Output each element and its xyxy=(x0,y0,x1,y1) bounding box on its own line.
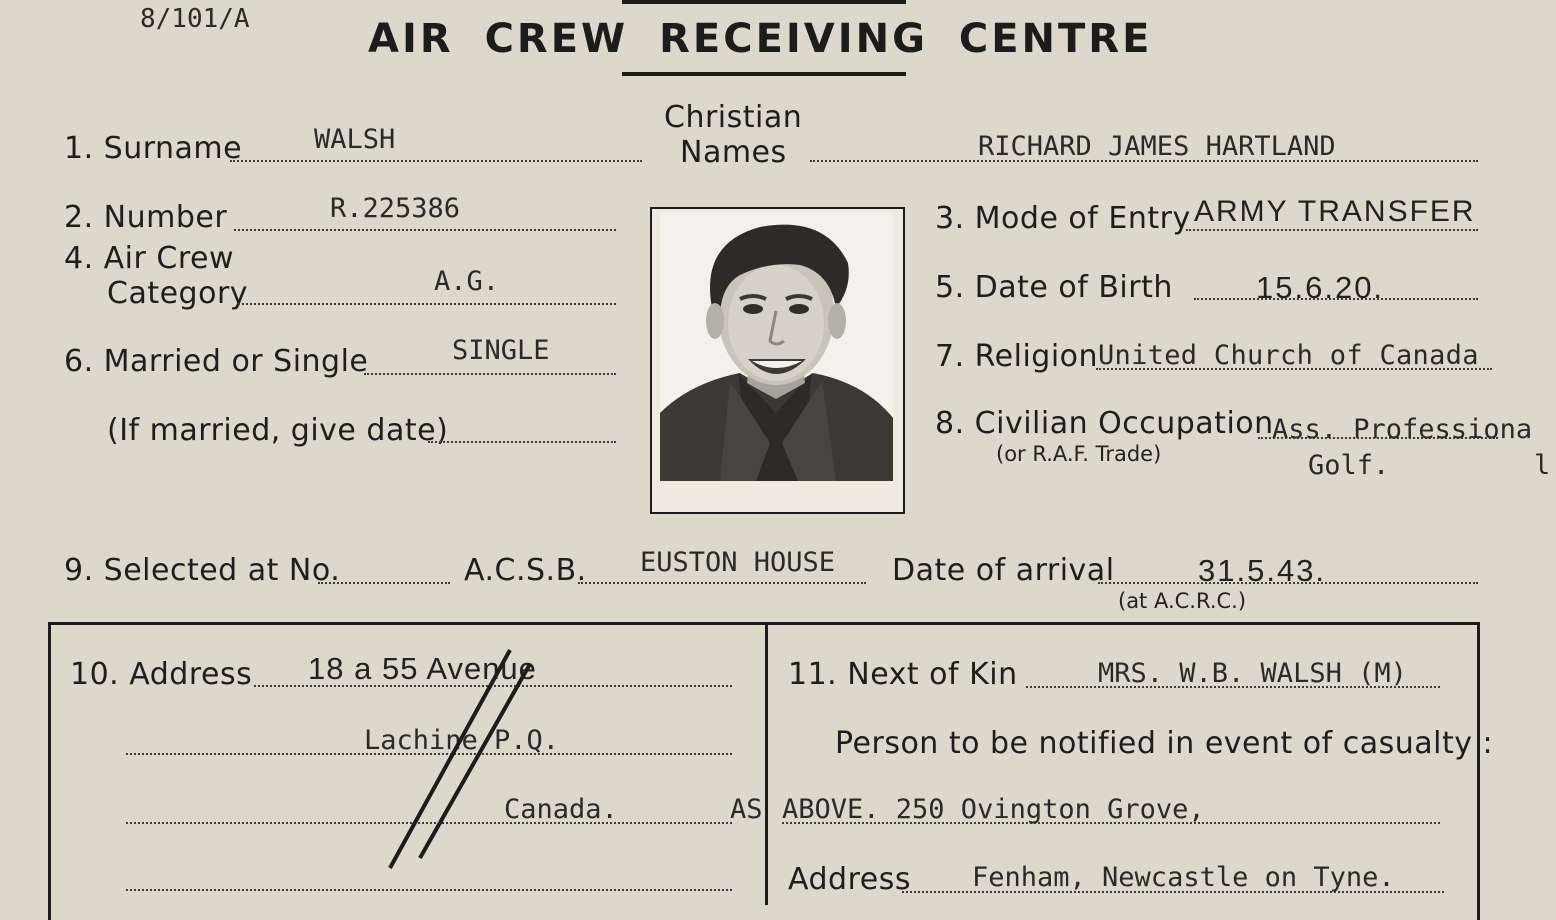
title-bottom-rule xyxy=(622,72,906,76)
date-of-birth-value: 15.6.20. xyxy=(1256,270,1385,305)
christian-names-label-2: Names xyxy=(680,135,787,170)
mode-of-entry-line xyxy=(1186,229,1478,231)
date-of-arrival-label: Date of arrival xyxy=(892,553,1115,588)
civilian-occupation-sublabel: (or R.A.F. Trade) xyxy=(996,442,1162,466)
civilian-occupation-label: 8. Civilian Occupation xyxy=(935,406,1274,441)
date-of-arrival-sublabel: (at A.C.R.C.) xyxy=(1118,589,1247,613)
surname-value: WALSH xyxy=(314,124,396,155)
civilian-occupation-value-2-end: l xyxy=(1534,450,1551,481)
married-single-line xyxy=(364,373,616,375)
christian-names-value: RICHARD JAMES HARTLAND xyxy=(978,131,1336,162)
surname-label: 1. Surname xyxy=(64,131,243,166)
box-divider xyxy=(765,625,768,905)
address-margin-note: AS xyxy=(730,794,763,825)
address-line-4 xyxy=(126,889,732,891)
married-single-value: SINGLE xyxy=(452,335,550,366)
number-line xyxy=(234,229,616,231)
religion-value: United Church of Canada xyxy=(1098,340,1479,371)
portrait-photo xyxy=(660,213,893,481)
casualty-address-value: Fenham, Newcastle on Tyne. xyxy=(972,862,1395,893)
next-of-kin-value: MRS. W.B. WALSH (M) xyxy=(1098,658,1407,689)
selected-at-label: 9. Selected at No. xyxy=(64,553,341,588)
address-label: 10. Address xyxy=(70,657,253,692)
mode-of-entry-label: 3. Mode of Entry xyxy=(935,201,1191,236)
christian-names-label-1: Christian xyxy=(664,100,803,135)
married-date-line xyxy=(428,441,616,443)
date-of-arrival-value: 31.5.43. xyxy=(1198,553,1327,588)
address-value-2: Lachine P.Q. xyxy=(364,725,560,756)
title-top-rule xyxy=(622,0,906,4)
next-of-kin-label: 11. Next of Kin xyxy=(788,657,1018,692)
religion-label: 7. Religion xyxy=(935,339,1099,374)
civilian-occupation-value-2: Golf. xyxy=(1308,450,1390,481)
selected-at-number-line xyxy=(318,582,450,584)
civilian-occupation-value-1: Ass. Professiona xyxy=(1272,414,1533,445)
surname-line xyxy=(230,160,642,162)
married-single-label: 6. Married or Single xyxy=(64,344,369,379)
portrait-image xyxy=(660,213,893,481)
number-label: 2. Number xyxy=(64,200,228,235)
acsb-label: A.C.S.B. xyxy=(464,553,587,588)
casualty-address-label: Address xyxy=(788,862,911,897)
number-value: R.225386 xyxy=(330,193,461,224)
date-of-birth-label: 5. Date of Birth xyxy=(935,270,1173,305)
address-strike-through xyxy=(380,640,540,880)
married-date-label: (If married, give date) xyxy=(107,413,449,448)
air-crew-category-line xyxy=(238,303,616,305)
selected-at-value: EUSTON HOUSE xyxy=(640,547,836,578)
acsb-line xyxy=(578,582,866,584)
casualty-value-1: ABOVE. 250 Ovington Grove, xyxy=(782,794,1205,825)
air-crew-category-label-1: 4. Air Crew xyxy=(64,241,235,276)
address-value-1: 18 a 55 Avenue xyxy=(308,651,537,686)
casualty-label: Person to be notified in event of casualty : xyxy=(835,726,1494,761)
air-crew-category-value: A.G. xyxy=(434,266,500,297)
air-crew-category-label-2: Category xyxy=(107,276,249,311)
form-reference: 8/101/A xyxy=(140,4,250,34)
mode-of-entry-value: ARMY TRANSFER xyxy=(1194,195,1476,228)
address-value-3: Canada. xyxy=(504,794,618,825)
page-title: AIR CREW RECEIVING CENTRE xyxy=(368,16,1153,62)
